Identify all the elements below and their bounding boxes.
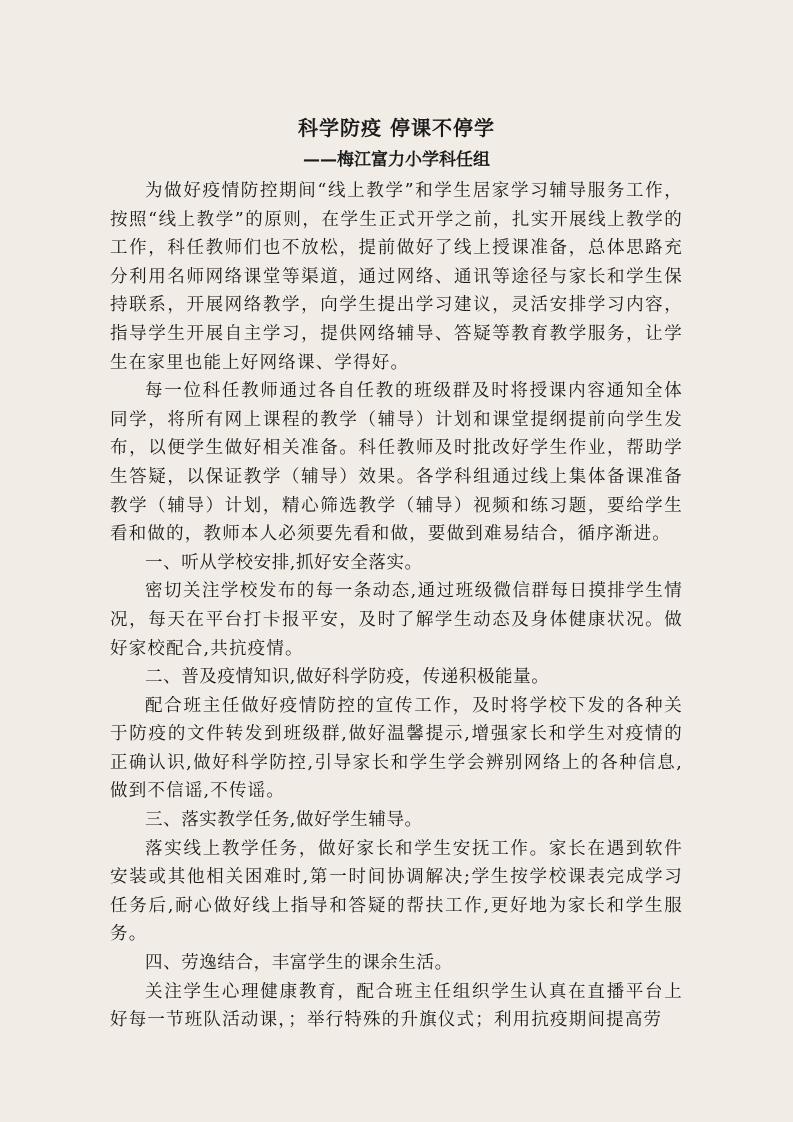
paragraph-section-4: 关注学生心理健康教育，配合班主任组织学生认真在直播平台上好每一节班队活动课，；举行特殊的升旗仪式；利用抗疫期间提高劳 — [110, 981, 683, 1031]
document-body — [110, 177, 683, 1035]
section-heading-3: 三、落实教学任务,做好学生辅导。 — [145, 810, 423, 831]
section-heading-2: 二、普及疫情知识,做好科学防疫，传递积极能量。 — [145, 667, 550, 688]
document-title: 科学防疫 停课不停学 — [298, 116, 495, 140]
document-subtitle: ——梅江富力小学科任组 — [303, 150, 490, 170]
paragraph-section-1: 密切关注学校发布的每一条动态,通过班级微信群每日摸排学生情况，每天在平台打卡报平安，及时了解学生动态及身体健康状况。做好家校配合,共抗疫情。 — [110, 581, 683, 659]
paragraph-section-2: 配合班主任做好疫情防控的宣传工作，及时将学校下发的各种关于防疫的文件转发到班级群,做好温馨提示,增强家长和学生对疫情的正确认识,做好科学防控,引导家长和学生学会辨别网络上的各种信息,做到不信谣,不传谣。 — [110, 695, 683, 802]
paragraph-section-3: 落实线上教学任务，做好家长和学生安抚工作。家长在遇到软件安装或其他相关困难时,第一时间协调解决;学生按学校课表完成学习任务后,耐心做好线上指导和答疑的帮扶工作,更好地为家长和学生服务。 — [110, 838, 683, 945]
section-heading-1: 一、听从学校安排,抓好安全落实。 — [145, 552, 423, 573]
paragraph-teachers: 每一位科任教师通过各自任教的班级群及时将授课内容通知全体同学，将所有网上课程的教学（辅导）计划和课堂提纲提前向学生发布，以便学生做好相关准备。科任教师及时批改好学生作业，帮助学生答疑，以保证教学（辅导）效果。各学科组通过线上集体备课准备教学（辅导）计划，精心筛选教学（辅导）视频和练习题，要给学生看和做的，教师本人必须要先看和做，要做到难易结合，循序渐进。 — [110, 381, 683, 545]
section-heading-4: 四、劳逸结合，丰富学生的课余生活。 — [145, 953, 453, 974]
paragraph-intro: 为做好疫情防控期间“线上教学”和学生居家学习辅导服务工作，按照“线上教学”的原则，在学生正式开学之前，扎实开展线上教学的工作，科任教师们也不放松，提前做好了线上授课准备，总体思路充分利用名师网络课堂等渠道，通过网络、通讯等途径与家长和学生保持联系，开展网络教学，向学生提出学习建议，灵活安排学习内容，指导学生开展自主学习，提供网络辅导、答疑等教育教学服务，让学生在家里也能上好网络课、学得好。 — [110, 181, 683, 373]
